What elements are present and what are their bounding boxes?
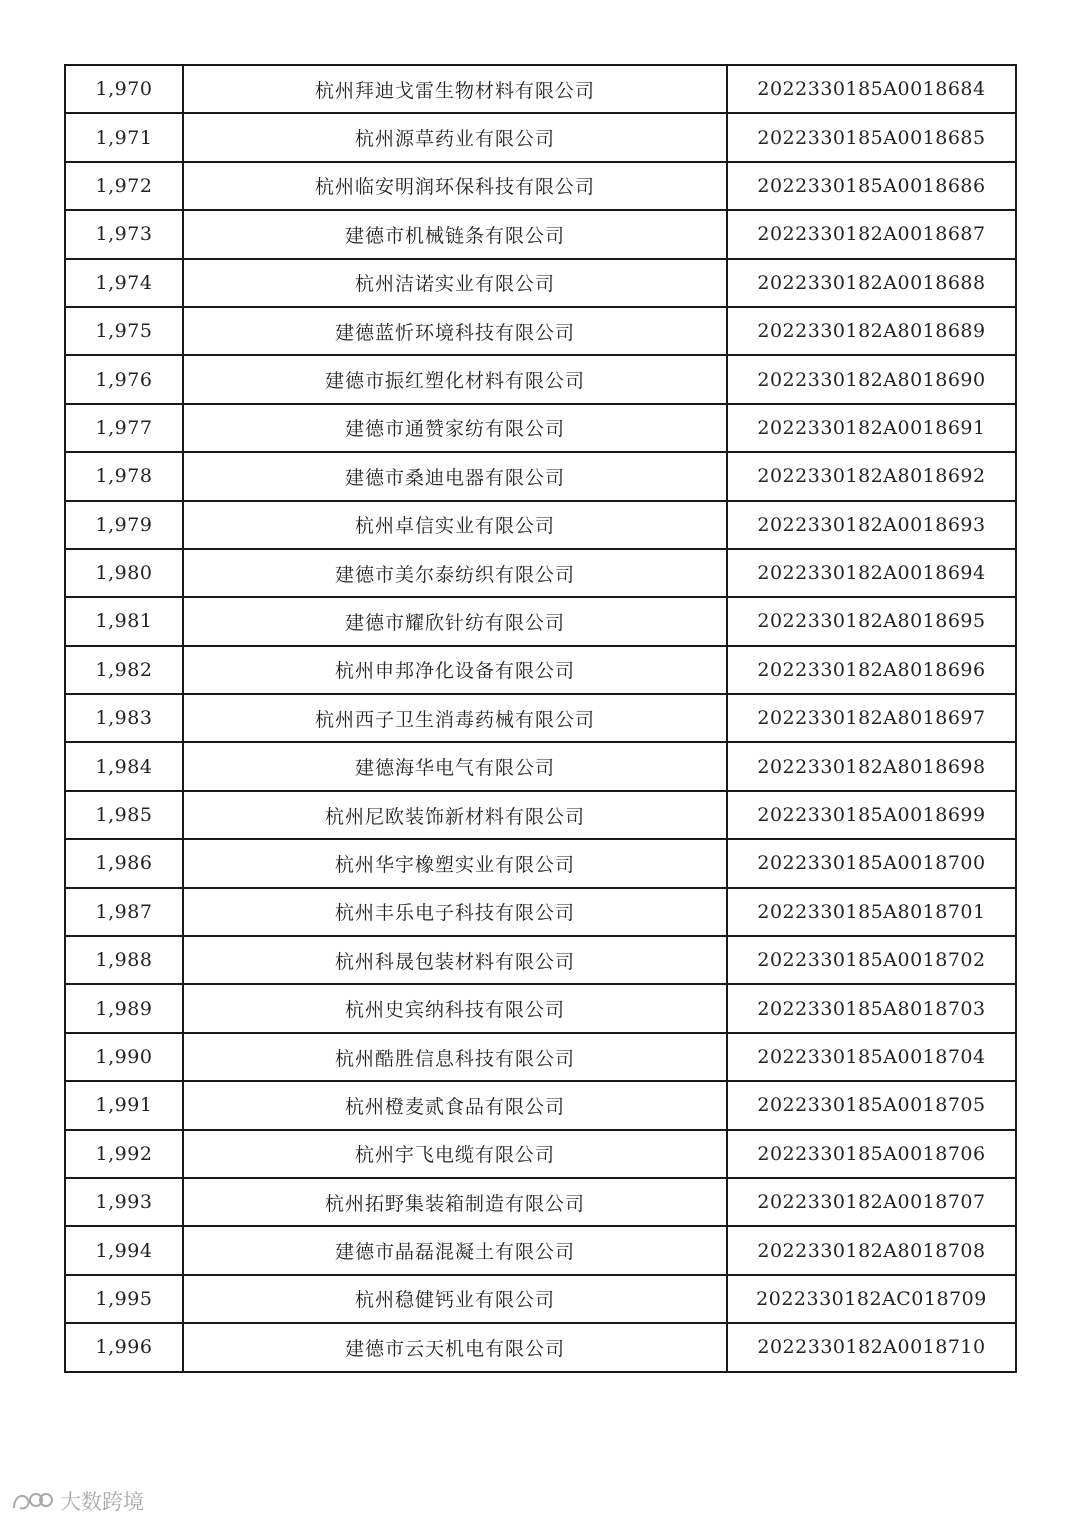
table-body [65, 65, 1016, 1372]
row-sequence-number: 1,989 [65, 984, 183, 1032]
row-registration-code: 2022330185A0018706 [727, 1130, 1016, 1178]
table-row [65, 404, 1016, 452]
table-row [65, 1323, 1016, 1371]
row-registration-code: 2022330182A0018688 [727, 259, 1016, 307]
table-row [65, 888, 1016, 936]
enterprise-list-table-container [64, 64, 1015, 1373]
row-company-name: 杭州拓野集装箱制造有限公司 [183, 1178, 727, 1226]
row-sequence-number: 1,974 [65, 259, 183, 307]
row-registration-code: 2022330182A0018687 [727, 210, 1016, 258]
row-sequence-number: 1,991 [65, 1081, 183, 1129]
table-row [65, 113, 1016, 161]
row-company-name: 建德市机械链条有限公司 [183, 210, 727, 258]
row-company-name: 建德市桑迪电器有限公司 [183, 452, 727, 500]
row-registration-code: 2022330185A0018686 [727, 162, 1016, 210]
row-sequence-number: 1,971 [65, 113, 183, 161]
row-sequence-number: 1,994 [65, 1226, 183, 1274]
row-company-name: 建德市振红塑化材料有限公司 [183, 355, 727, 403]
table-row [65, 355, 1016, 403]
table-row [65, 1033, 1016, 1081]
row-registration-code: 2022330182A8018695 [727, 597, 1016, 645]
row-registration-code: 2022330185A0018699 [727, 791, 1016, 839]
watermark-text: 大数跨境 [60, 1490, 144, 1514]
row-sequence-number: 1,996 [65, 1323, 183, 1371]
row-sequence-number: 1,992 [65, 1130, 183, 1178]
table-row [65, 1178, 1016, 1226]
row-company-name: 建德市云天机电有限公司 [183, 1323, 727, 1371]
row-registration-code: 2022330182A8018698 [727, 742, 1016, 790]
row-sequence-number: 1,977 [65, 404, 183, 452]
enterprise-list-table [64, 64, 1017, 1373]
row-company-name: 杭州丰乐电子科技有限公司 [183, 888, 727, 936]
row-registration-code: 2022330182A8018708 [727, 1226, 1016, 1274]
table-row [65, 259, 1016, 307]
row-sequence-number: 1,979 [65, 501, 183, 549]
table-row [65, 1226, 1016, 1274]
row-sequence-number: 1,972 [65, 162, 183, 210]
table-row [65, 549, 1016, 597]
row-company-name: 杭州史宾纳科技有限公司 [183, 984, 727, 1032]
row-registration-code: 2022330182A0018693 [727, 501, 1016, 549]
row-company-name: 杭州宇飞电缆有限公司 [183, 1130, 727, 1178]
row-registration-code: 2022330185A8018701 [727, 888, 1016, 936]
row-company-name: 建德蓝忻环境科技有限公司 [183, 307, 727, 355]
table-row [65, 694, 1016, 742]
table-row [65, 936, 1016, 984]
table-row [65, 501, 1016, 549]
row-sequence-number: 1,984 [65, 742, 183, 790]
row-registration-code: 2022330182A8018690 [727, 355, 1016, 403]
row-company-name: 杭州拜迪戈雷生物材料有限公司 [183, 65, 727, 113]
row-company-name: 杭州申邦净化设备有限公司 [183, 646, 727, 694]
table-row [65, 791, 1016, 839]
table-row [65, 984, 1016, 1032]
table-row [65, 452, 1016, 500]
row-registration-code: 2022330185A0018700 [727, 839, 1016, 887]
row-registration-code: 2022330185A8018703 [727, 984, 1016, 1032]
row-company-name: 杭州尼欧装饰新材料有限公司 [183, 791, 727, 839]
row-sequence-number: 1,995 [65, 1275, 183, 1323]
table-row [65, 1275, 1016, 1323]
row-sequence-number: 1,973 [65, 210, 183, 258]
row-registration-code: 2022330182A0018691 [727, 404, 1016, 452]
row-sequence-number: 1,986 [65, 839, 183, 887]
table-row [65, 597, 1016, 645]
row-sequence-number: 1,978 [65, 452, 183, 500]
table-row [65, 65, 1016, 113]
row-company-name: 杭州稳健钙业有限公司 [183, 1275, 727, 1323]
table-row [65, 1130, 1016, 1178]
row-registration-code: 2022330182A8018696 [727, 646, 1016, 694]
row-company-name: 建德市晶磊混凝土有限公司 [183, 1226, 727, 1274]
row-registration-code: 2022330185A0018684 [727, 65, 1016, 113]
row-sequence-number: 1,982 [65, 646, 183, 694]
table-row [65, 742, 1016, 790]
row-sequence-number: 1,993 [65, 1178, 183, 1226]
row-company-name: 建德市美尔泰纺织有限公司 [183, 549, 727, 597]
row-registration-code: 2022330182A0018707 [727, 1178, 1016, 1226]
row-registration-code: 2022330185A0018704 [727, 1033, 1016, 1081]
row-sequence-number: 1,985 [65, 791, 183, 839]
table-row [65, 646, 1016, 694]
row-registration-code: 2022330182A0018694 [727, 549, 1016, 597]
table-row [65, 162, 1016, 210]
table-row [65, 307, 1016, 355]
row-company-name: 杭州临安明润环保科技有限公司 [183, 162, 727, 210]
row-registration-code: 2022330182AC018709 [727, 1275, 1016, 1323]
row-registration-code: 2022330185A0018702 [727, 936, 1016, 984]
row-company-name: 建德海华电气有限公司 [183, 742, 727, 790]
row-company-name: 建德市耀欣针纺有限公司 [183, 597, 727, 645]
row-company-name: 杭州酷胜信息科技有限公司 [183, 1033, 727, 1081]
watermark-logo-icon [10, 1488, 54, 1514]
row-sequence-number: 1,987 [65, 888, 183, 936]
row-company-name: 杭州卓信实业有限公司 [183, 501, 727, 549]
row-registration-code: 2022330182A8018689 [727, 307, 1016, 355]
row-registration-code: 2022330182A8018692 [727, 452, 1016, 500]
row-company-name: 杭州洁诺实业有限公司 [183, 259, 727, 307]
row-registration-code: 2022330182A0018710 [727, 1323, 1016, 1371]
row-sequence-number: 1,983 [65, 694, 183, 742]
row-company-name: 杭州科晟包装材料有限公司 [183, 936, 727, 984]
row-sequence-number: 1,981 [65, 597, 183, 645]
row-sequence-number: 1,980 [65, 549, 183, 597]
row-company-name: 杭州华宇橡塑实业有限公司 [183, 839, 727, 887]
row-company-name: 杭州源草药业有限公司 [183, 113, 727, 161]
row-sequence-number: 1,975 [65, 307, 183, 355]
row-sequence-number: 1,970 [65, 65, 183, 113]
row-company-name: 杭州橙麦贰食品有限公司 [183, 1081, 727, 1129]
table-row [65, 1081, 1016, 1129]
row-registration-code: 2022330185A0018685 [727, 113, 1016, 161]
row-registration-code: 2022330185A0018705 [727, 1081, 1016, 1129]
row-registration-code: 2022330182A8018697 [727, 694, 1016, 742]
table-row [65, 210, 1016, 258]
table-row [65, 839, 1016, 887]
row-sequence-number: 1,990 [65, 1033, 183, 1081]
row-sequence-number: 1,976 [65, 355, 183, 403]
row-company-name: 杭州西子卫生消毒药械有限公司 [183, 694, 727, 742]
row-sequence-number: 1,988 [65, 936, 183, 984]
row-company-name: 建德市通赞家纺有限公司 [183, 404, 727, 452]
watermark [10, 1486, 144, 1516]
